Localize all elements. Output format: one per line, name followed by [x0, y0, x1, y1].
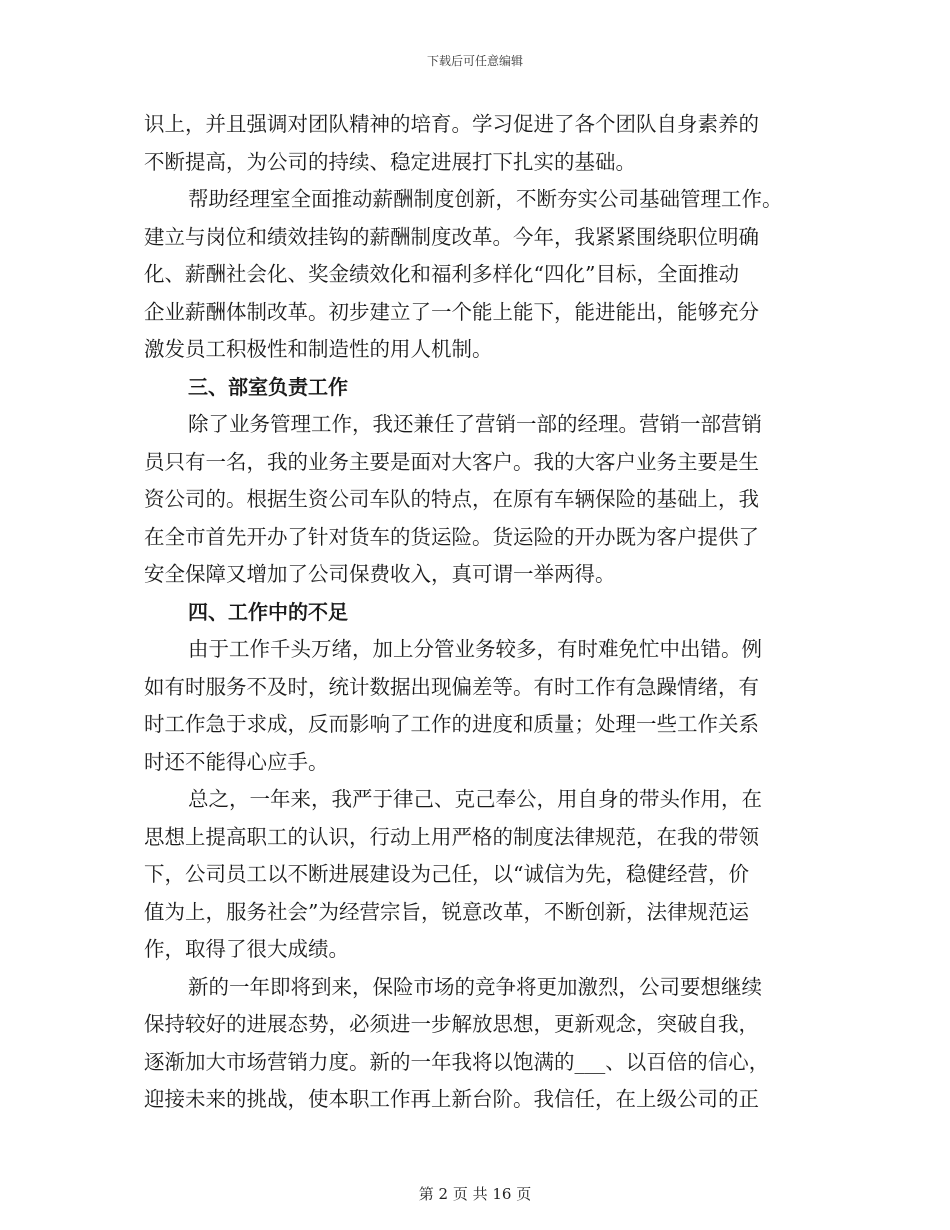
- text-line: 保持较好的进展态势，必须进一步解放思想，更新观念，突破自我，: [144, 1012, 759, 1036]
- section-heading: 四、工作中的不足: [188, 599, 348, 624]
- paragraph-start: 新的一年即将到来，保险市场的竞争将更加激烈，公司要想继续: [188, 974, 762, 999]
- text-line: 在全市首先开办了针对货车的货运险。货运险的开办既为客户提供了: [144, 524, 759, 549]
- page-footer: 第 2 页 共 16 页: [418, 1185, 532, 1203]
- page-header: 下载后可任意编辑: [426, 54, 523, 68]
- text-line: 不断提高，为公司的持续、稳定进展打下扎实的基础。: [144, 149, 636, 174]
- paragraph-start: 除了业务管理工作，我还兼任了营销一部的经理。营销一部营销: [188, 412, 762, 436]
- text-line: 安全保障又增加了公司保费收入，真可谓一举两得。: [144, 562, 616, 586]
- text-line: 时还不能得心应手。: [144, 749, 329, 774]
- section-heading: 三、部室负责工作: [188, 374, 348, 399]
- text-line: 如有时服务不及时，统计数据出现偏差等。有时工作有急躁情绪，有: [144, 674, 759, 699]
- document-body: [144, 106, 804, 1119]
- text-line: 逐渐加大市场营销力度。新的一年我将以饱满的___、以百倍的信心，: [144, 1049, 770, 1074]
- text-line: 思想上提高职工的认识，行动上用严格的制度法律规范，在我的带领: [144, 824, 759, 849]
- text-line: 建立与岗位和绩效挂钩的薪酬制度改革。今年，我紧紧围绕职位明确: [144, 224, 759, 249]
- text-line: 激发员工积极性和制造性的用人机制。: [144, 337, 493, 361]
- text-line: 资公司的。根据生资公司车队的特点，在原有车辆保险的基础上，我: [144, 487, 759, 511]
- text-line: 化、薪酬社会化、奖金绩效化和福利多样化“四化”目标，全面推动: [144, 262, 739, 286]
- text-line: 识上，并且强调对团队精神的培育。学习促进了各个团队自身素养的: [144, 112, 759, 136]
- text-line: 员只有一名，我的业务主要是面对大客户。我的大客户业务主要是生: [144, 449, 759, 474]
- paragraph-start: 帮助经理室全面推动薪酬制度创新，不断夯实公司基础管理工作。: [188, 187, 783, 211]
- text-line: 迎接未来的挑战，使本职工作再上新台阶。我信任，在上级公司的正: [144, 1087, 759, 1111]
- paragraph-start: 由于工作千头万绪，加上分管业务较多，有时难免忙中出错。例: [188, 637, 762, 661]
- text-line: 值为上，服务社会”为经营宗旨，锐意改革，不断创新，法律规范运: [144, 899, 749, 924]
- text-line: 企业薪酬体制改革。初步建立了一个能上能下，能进能出，能够充分: [144, 299, 759, 324]
- text-line: 时工作急于求成，反而影响了工作的进度和质量；处理一些工作关系: [144, 712, 759, 736]
- text-line: 下，公司员工以不断进展建设为己任，以“诚信为先，稳健经营，价: [144, 862, 749, 886]
- text-line: 作，取得了很大成绩。: [144, 937, 349, 961]
- paragraph-start: 总之，一年来，我严于律己、克己奉公，用自身的带头作用，在: [188, 787, 762, 811]
